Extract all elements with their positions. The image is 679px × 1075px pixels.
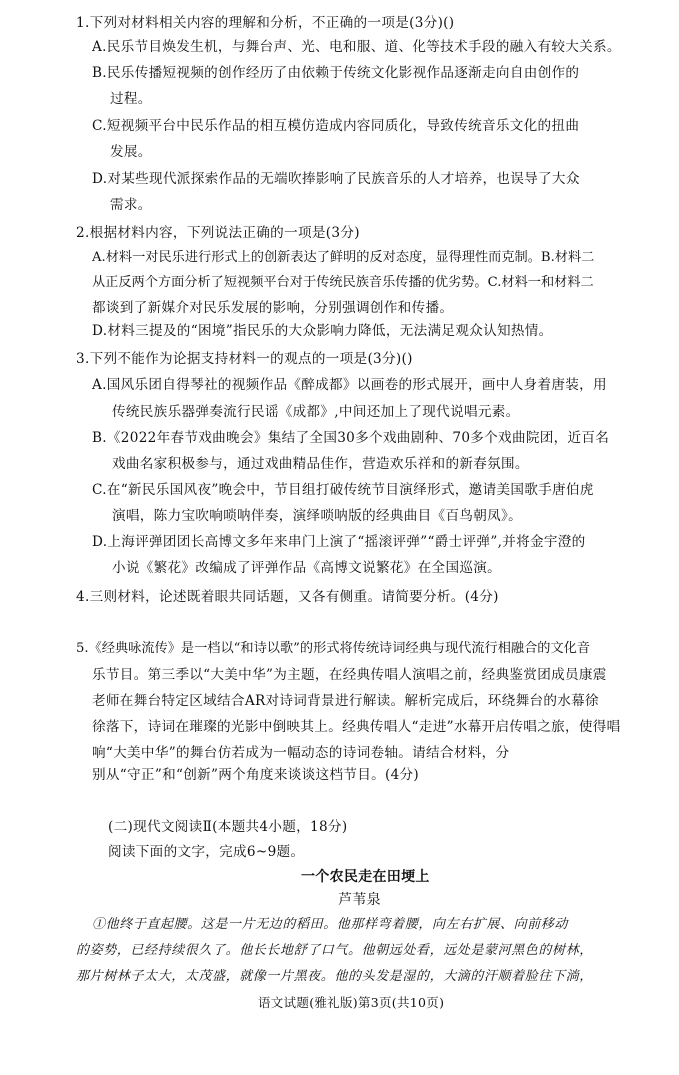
question-3-option-d-cont: 小说《繁花》改编成了评弹作品《高博文说繁花》在全国巡演。 xyxy=(112,560,502,576)
question-3-option-a: A.国风乐团自得琴社的视频作品《醉成都》以画卷的形式展开，画中人身着唐装，用 xyxy=(92,377,607,393)
question-3-option-b-cont: 戏曲名家积极参与，通过戏曲精品佳作，营造欢乐祥和的新春氛围。 xyxy=(112,456,529,472)
question-2-stem: 2.根据材料内容，下列说法正确的一项是(3分) xyxy=(76,225,360,241)
story-title: 一个农民走在田埂上 xyxy=(301,869,430,885)
question-4-stem: 4.三则材料，论述既着眼共同话题，又各有侧重。请简要分析。(4分) xyxy=(76,589,499,605)
story-line-1: ①他终于直起腰。这是一片无边的稻田。他那样弯着腰，向左右扩展、向前移动 xyxy=(92,917,569,932)
question-5-line-2: 乐节目。第三季以“大美中华”为主题，在经典传唱人演唱之前，经典鉴赏团成员康震 xyxy=(92,667,607,683)
story-line-3: 那片树林子太大，太茂盛，就像一片黑夜。他的头发是湿的，大滴的汗顺着脸往下淌， xyxy=(76,969,593,984)
question-1-option-c-cont: 发展。 xyxy=(110,144,152,160)
story-author: 芦苇泉 xyxy=(338,892,381,908)
question-3-stem: 3.下列不能作为论据支持材料一的观点的一项是(3分)() xyxy=(76,351,413,367)
question-1-option-a: A.民乐节目焕发生机，与舞台声、光、电和服、道、化等技术手段的融入有较大关系。 xyxy=(92,39,621,55)
question-2-line-4: D.材料三提及的“困境”指民乐的大众影响力降低，无法满足观众认知热情。 xyxy=(92,323,553,339)
question-3-option-d: D.上海评弹团团长高博文多年来串门上演了“摇滚评弹”“爵士评弹”,并将金宇澄的 xyxy=(92,534,586,550)
question-5-line-6: 别从“守正”和“创新”两个角度来谈谈这档节目。(4分) xyxy=(92,767,420,783)
question-1-option-d: D.对某些现代派探索作品的无端吹捧影响了民族音乐的人才培养，也误导了大众 xyxy=(92,171,580,187)
question-1-option-b-cont: 过程。 xyxy=(110,91,152,107)
question-5-line-1: 5.《经典咏流传》是一档以“和诗以歌”的形式将传统诗词经典与现代流行相融合的文化音 xyxy=(76,641,590,656)
question-1-option-d-cont: 需求。 xyxy=(110,197,152,213)
question-5-line-3: 老师在舞台特定区域结合AR对诗词背景进行解读。解析完成后，环绕舞台的水幕徐 xyxy=(92,693,599,709)
question-1-option-b: B.民乐传播短视频的创作经历了由依赖于传统文化影视作品逐渐走向自由创作的 xyxy=(92,65,580,81)
question-1-option-c: C.短视频平台中民乐作品的相互模仿造成内容同质化，导致传统音乐文化的扭曲 xyxy=(92,118,580,134)
question-5-line-5: 响“大美中华”的舞台仿若成为一幅动态的诗词卷轴。请结合材料，分 xyxy=(92,745,510,761)
section-heading: (二)现代文阅读Ⅱ(本题共4小题，18分) xyxy=(108,819,348,835)
question-2-line-1: A.材料一对民乐进行形式上的创新表达了鲜明的反对态度，显得理性而克制。B.材料二 xyxy=(92,250,595,265)
question-3-option-b: B.《2022年春节戏曲晚会》集结了全国30多个戏曲剧种、70多个戏曲院团，近百名 xyxy=(92,430,610,446)
section-instruction: 阅读下面的文字，完成6~9题。 xyxy=(108,844,305,860)
question-2-line-2: 从正反两个方面分析了短视频平台对于传统民族音乐传播的优劣势。C.材料一和材料二 xyxy=(92,275,594,290)
question-2-line-3: 都谈到了新媒介对民乐发展的影响，分别强调创作和传播。 xyxy=(92,300,454,316)
question-3-option-c-cont: 演唱，陈力宝吹响唢呐伴奏，演绎唢呐版的经典曲目《百鸟朝凤》。 xyxy=(112,508,523,524)
question-3-option-a-cont: 传统民族乐器弹奏流行民谣《成都》,中间还加上了现代说唱元素。 xyxy=(112,404,520,420)
question-3-option-c: C.在“新民乐国风夜”晚会中，节目组打破传统节目演绎形式，邀请美国歌手唐伯虎 xyxy=(92,482,594,498)
story-line-2: 的姿势，已经持续很久了。他长长地舒了口气。他朝远处看，远处是蒙河黑色的树林， xyxy=(76,943,593,958)
page-footer: 语文试题(雅礼版)第3页(共10页) xyxy=(258,995,445,1010)
question-5-line-4: 徐落下，诗词在璀璨的光影中倒映其上。经典传唱人“走进”水幕开启传唱之旅，使得唱 xyxy=(92,719,621,735)
question-1-stem: 1.下列对材料相关内容的理解和分析，不正确的一项是(3分)() xyxy=(76,15,455,31)
